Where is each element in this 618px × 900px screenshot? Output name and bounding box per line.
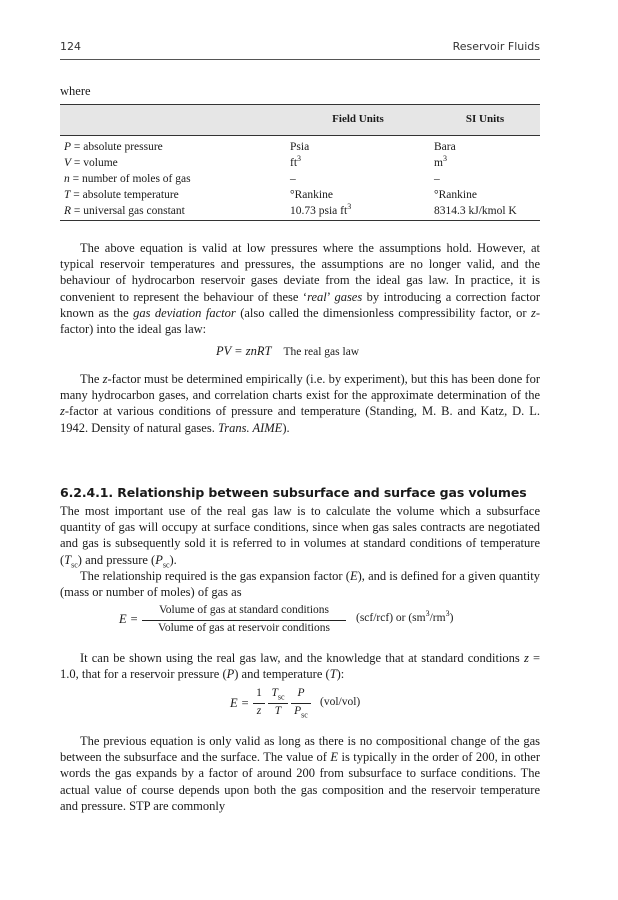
fraction-denominator: $P_{sc}$ (294, 705, 308, 720)
table-cell: $m^3$ (434, 154, 447, 170)
table-header-cell: Field Units (286, 105, 430, 136)
intro-word: where (60, 84, 91, 98)
table-cell: Psia (290, 141, 310, 154)
table-cell: 8314.3 kJ/kmol K (430, 204, 540, 221)
table-cell: °Rankine (434, 189, 477, 202)
table-row (60, 136, 540, 157)
page-header (60, 40, 540, 56)
real-gas-law-equation: PV = znRT The real gas law (216, 344, 360, 358)
paragraph: The relationship required is the gas expansion factor (E), and is defined for a given quantity (mass or number of moles) of gas as (60, 569, 540, 600)
paragraph: It can be shown using the real gas law, and the knowledge that at standard conditions z = 1.0, that for a reservoir pressure (P) and temperature (T): (60, 651, 540, 682)
table-cell: P = absolute pressure (64, 141, 163, 154)
table-cell: $ft^3$ (290, 154, 302, 170)
equation-lhs: E = (119, 612, 139, 626)
fraction-bar (142, 620, 346, 621)
table-cell: n = number of moles of gas (64, 173, 191, 186)
table-cell: – (290, 173, 296, 186)
table-cell: °Rankine (290, 189, 333, 202)
header-rule (60, 59, 540, 60)
fraction-denominator: Volume of gas at reservoir conditions (158, 622, 330, 634)
table-row (60, 204, 540, 221)
paragraph: The z-factor must be determined empirically (i.e. by experiment), but this has been done for many hydrocarbon gases, and correlation charts exist for the approximate determination of the z-factor at various conditions of pressure and temperature (Standing, M. B. and Katz, D. L. 1942. Density of natural gases. Trans. AIME). (60, 372, 540, 435)
fraction-denominator: T (274, 705, 282, 717)
page-number: 124 (60, 40, 81, 53)
paragraph: The above equation is valid at low pressures where the assumptions hold. However, at typical reservoir temperatures and pressures, the assumptions are no longer valid, and the behaviour of hydrocarbon reservoir gases deviate from the ideal gas law. In practice, it is convenient to represent the behaviour of these ‘real’ gases by introducing a correction factor known as the gas deviation factor (also called the dimensionless compressibility factor, or z-factor) into the ideal gas law: (60, 241, 540, 337)
equation-label: The real gas law (283, 346, 360, 358)
table-header-cell (60, 105, 286, 136)
table-row (60, 156, 540, 172)
equation-units: (scf/rcf) or $(sm^3/rm^3)$ (356, 609, 454, 624)
table-row (60, 172, 540, 188)
table-row (60, 188, 540, 204)
equation-lhs: E = (230, 696, 250, 710)
fraction-denominator: z (256, 705, 262, 717)
table-header-cell: SI Units (430, 105, 540, 136)
table-cell: – (434, 173, 440, 186)
paragraph: The most important use of the real gas law is to calculate the volume which a subsurface quantity of gas will occupy at surface conditions, since when gas sales contracts are negotiated and gas is subsequently sold it is referred to in volumes at standard conditions of temperature $(T_{sc})$ and pressure $(P_{sc})$. (60, 504, 540, 570)
table-cell: V = volume (64, 157, 118, 170)
fraction-numerator: $T_{sc}$ (271, 687, 285, 702)
fraction-numerator: 1 (256, 687, 262, 699)
table-cell: 10.73 psia $ft^3$ (286, 204, 430, 221)
table-cell: T = absolute temperature (64, 189, 179, 202)
table-header-row (60, 105, 540, 136)
paragraph: The previous equation is only valid as long as there is no compositional change of the gas between the subsurface and the surface. The value of E is typically in the order of 200, in other words the gas expands by a factor of around 200 from subsurface to surface conditions. The actual value of course depends upon both the gas composition and the reservoir temperature and pressure. STP are commonly (60, 734, 540, 813)
section-heading: 6.2.4.1. Relationship between subsurface and surface gas volumes (60, 485, 527, 500)
equation-units: (vol/vol) (320, 696, 361, 708)
fraction-bar (268, 703, 288, 704)
units-table (60, 104, 540, 221)
fraction-numerator: Volume of gas at standard conditions (158, 604, 330, 616)
table-cell: Bara (434, 141, 456, 154)
running-title: Reservoir Fluids (452, 40, 540, 53)
fraction-bar (253, 703, 265, 704)
table-cell: R = universal gas constant (60, 204, 286, 221)
fraction-bar (291, 703, 311, 704)
fraction-numerator: P (297, 687, 305, 699)
